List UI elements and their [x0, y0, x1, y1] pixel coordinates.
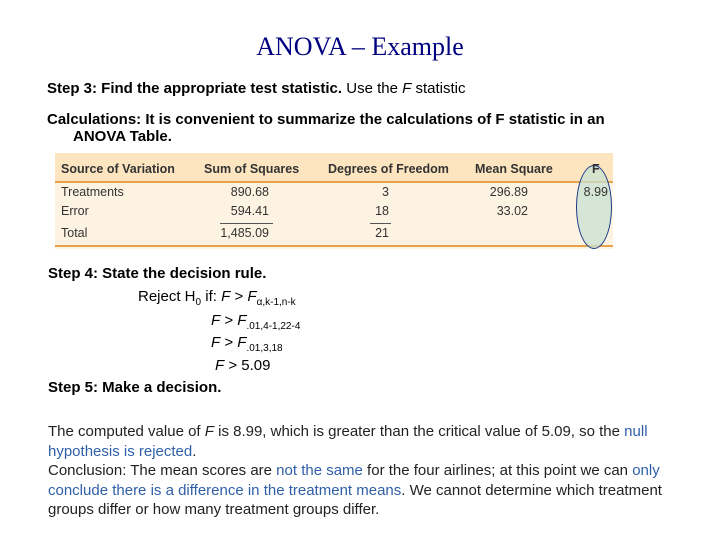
header-rule [55, 181, 613, 183]
row-total-source: Total [61, 226, 88, 240]
rule2-gt: > [220, 312, 238, 329]
anova-table [55, 153, 613, 249]
rule2-f-crit: F [237, 312, 247, 329]
step5-label: Step 5: Make a decision. [48, 379, 222, 396]
row-error-ms: 33.02 [496, 204, 528, 218]
calculations-text [47, 111, 687, 145]
p1-pre: The computed value of [48, 423, 205, 440]
rule4-gt: > [224, 357, 242, 374]
p2-mid: for the four airlines; at this point we can [362, 462, 633, 479]
rule4-f: F [215, 357, 225, 374]
conclusion-text [48, 422, 688, 520]
null-hypothesis-rejected-highlight: null hypothesis is rejected [48, 423, 648, 460]
row-error-df: 18 [375, 204, 389, 218]
not-the-same-highlight: not the same [276, 462, 363, 479]
treatment-difference-highlight: only conclude there is a difference in the treatment means [48, 462, 660, 499]
rule1-f-crit: F [247, 288, 257, 305]
row-error-ss: 594.41 [230, 204, 269, 218]
step3-label: Step 3: Find the appropriate test statistic. [47, 80, 343, 97]
header-degrees-of-freedom: Degrees of Freedom [328, 162, 449, 176]
header-mean-square: Mean Square [475, 162, 553, 176]
p1-end: . [192, 442, 197, 460]
step3-f-symbol: F [402, 80, 412, 97]
rule1-gt: > [230, 288, 248, 305]
rule3-f-crit: F [237, 334, 247, 351]
rule1-subscript: α,k-1,n-k [256, 297, 296, 308]
f-value-highlight-ellipse [576, 165, 612, 249]
row-total-ss: 1,485.09 [220, 226, 269, 240]
slide-title: ANOVA – Example [256, 32, 464, 61]
p2-pre: Conclusion: The mean scores are [48, 462, 277, 479]
row-error-source: Error [61, 204, 89, 218]
p2-end: . We cannot determine which treatment groups differ or how many treatment groups differ. [48, 481, 662, 518]
reject-if-text: if: [201, 288, 222, 305]
rule3-gt: > [220, 334, 238, 351]
rule3-subscript: .01,3,18 [246, 343, 283, 354]
rule3-f: F [211, 334, 221, 351]
row-treatments-ss: 890.68 [230, 185, 269, 199]
header-source: Source of Variation [61, 162, 175, 176]
row-treatments-source: Treatments [61, 185, 124, 199]
step3-line [47, 80, 465, 97]
row-total-df: 21 [375, 226, 389, 240]
step3-text-pre: Use the [346, 80, 403, 97]
row-treatments-f: 8.99 [583, 185, 608, 199]
conclusion-paragraph-2 [48, 461, 688, 520]
sum-underline [220, 223, 273, 224]
row-treatments-ms: 296.89 [489, 185, 528, 199]
rule4-value: 5.09 [241, 357, 271, 374]
conclusion-paragraph-1 [48, 422, 688, 461]
bottom-rule [55, 245, 613, 247]
rule1-f: F [221, 288, 231, 305]
reject-text: Reject H [138, 288, 196, 305]
rule2-f: F [211, 312, 221, 329]
calculations-line-1: Calculations: It is convenient to summarize the calculations of F statistic in an [47, 111, 605, 128]
h0-subscript: 0 [195, 297, 202, 308]
calculations-line-2: ANOVA Table. [73, 128, 172, 145]
p1-f-symbol: F [204, 423, 214, 440]
p1-mid: is 8.99, which is greater than the critical value of 5.09, so the [213, 423, 625, 440]
decision-rule-line-4 [215, 357, 270, 374]
decision-rule-line-1 [138, 288, 296, 308]
rule2-subscript: .01,4-1,22-4 [246, 321, 301, 332]
decision-rule-line-3 [211, 334, 283, 354]
decision-rule-line-2 [211, 312, 300, 332]
step3-text-post: statistic [411, 80, 466, 97]
row-treatments-df: 3 [382, 185, 389, 199]
header-sum-of-squares: Sum of Squares [204, 162, 300, 176]
header-f: F [592, 162, 600, 176]
step4-label: Step 4: State the decision rule. [48, 265, 267, 282]
df-underline [370, 223, 391, 224]
